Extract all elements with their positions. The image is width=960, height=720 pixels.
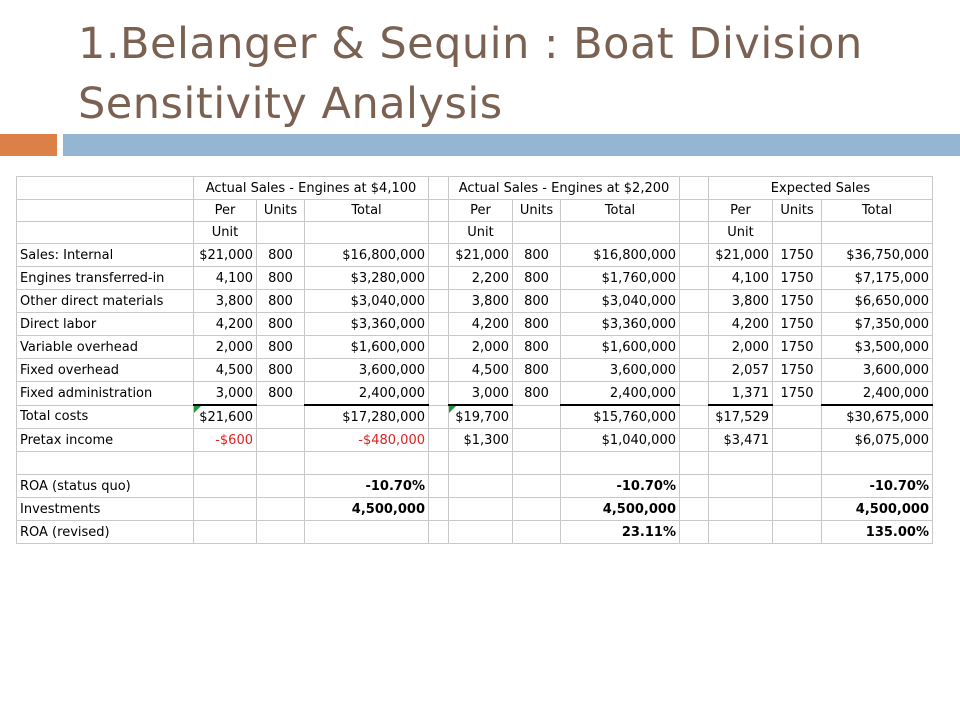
col-header-unit: Unit [194, 222, 257, 244]
spacer-cell [429, 244, 449, 267]
summary-total-cell: 4,500,000 [305, 498, 429, 521]
per-unit-cell: 3,000 [194, 382, 257, 406]
per-unit-cell: $21,600 [194, 405, 257, 429]
row-label: Sales: Internal [17, 244, 194, 267]
units-cell: 800 [257, 359, 305, 382]
per-unit-cell: 1,371 [709, 382, 773, 406]
table-row [17, 290, 933, 313]
col-header-units: Units [773, 200, 822, 222]
spacer-cell [680, 359, 709, 382]
total-cell: 2,400,000 [561, 382, 680, 406]
per-unit-cell: $21,000 [449, 244, 513, 267]
total-cell: $1,760,000 [561, 267, 680, 290]
total-cell: $1,600,000 [561, 336, 680, 359]
units-cell: 800 [257, 336, 305, 359]
summary-row [17, 498, 933, 521]
units-cell: 1750 [773, 382, 822, 406]
units-cell [257, 429, 305, 452]
per-unit-cell: 4,500 [449, 359, 513, 382]
summary-row [17, 475, 933, 498]
total-cell: $6,650,000 [822, 290, 933, 313]
total-cell: -$480,000 [305, 429, 429, 452]
spacer-cell [680, 267, 709, 290]
col-header-total: Total [822, 200, 933, 222]
summary-total-cell: 135.00% [822, 521, 933, 544]
summary-total-cell: -10.70% [561, 475, 680, 498]
slide-title-line1: 1.Belanger & Sequin : Boat Division [78, 19, 863, 69]
units-cell: 800 [513, 290, 561, 313]
row-label: Pretax income [17, 429, 194, 452]
units-cell [773, 429, 822, 452]
units-cell [513, 405, 561, 429]
units-cell: 800 [257, 290, 305, 313]
summary-row [17, 521, 933, 544]
units-cell: 800 [513, 267, 561, 290]
summary-total-cell: 4,500,000 [822, 498, 933, 521]
table-row [17, 244, 933, 267]
per-unit-cell: 4,200 [194, 313, 257, 336]
total-cell: 3,600,000 [561, 359, 680, 382]
units-cell: 800 [513, 382, 561, 406]
spacer-cell [680, 429, 709, 452]
units-cell: 800 [513, 313, 561, 336]
row-label: Direct labor [17, 313, 194, 336]
total-cell: $36,750,000 [822, 244, 933, 267]
per-unit-cell: 2,057 [709, 359, 773, 382]
units-cell: 800 [257, 382, 305, 406]
total-cell: 3,600,000 [305, 359, 429, 382]
total-cell: $3,280,000 [305, 267, 429, 290]
accent-bar-orange [0, 134, 57, 156]
table-row [17, 429, 933, 452]
units-cell: 800 [513, 336, 561, 359]
spacer-cell [680, 313, 709, 336]
table-row [17, 359, 933, 382]
slide-title-line2: Sensitivity Analysis [78, 79, 503, 129]
per-unit-cell: $21,000 [709, 244, 773, 267]
per-unit-cell: 4,100 [709, 267, 773, 290]
col-header-unit: Unit [449, 222, 513, 244]
group-header-expected: Expected Sales [709, 177, 933, 200]
row-label: Total costs [17, 405, 194, 429]
units-cell [773, 405, 822, 429]
total-cell: $6,075,000 [822, 429, 933, 452]
spacer-cell [680, 405, 709, 429]
per-unit-cell: 4,500 [194, 359, 257, 382]
per-unit-cell: $17,529 [709, 405, 773, 429]
per-unit-cell: 4,200 [449, 313, 513, 336]
total-cell: $3,040,000 [305, 290, 429, 313]
summary-total-cell: -10.70% [822, 475, 933, 498]
table-row [17, 336, 933, 359]
summary-label: ROA (status quo) [17, 475, 194, 498]
units-cell: 1750 [773, 313, 822, 336]
group-header-actual-4100: Actual Sales - Engines at $4,100 [194, 177, 429, 200]
spacer-cell [429, 405, 449, 429]
per-unit-cell: 2,200 [449, 267, 513, 290]
col-header-unit: Unit [709, 222, 773, 244]
units-cell: 800 [513, 359, 561, 382]
group-header-actual-2200: Actual Sales - Engines at $2,200 [449, 177, 680, 200]
accent-bar-blue [63, 134, 960, 156]
summary-total-cell [305, 521, 429, 544]
units-cell: 1750 [773, 244, 822, 267]
spacer-cell [429, 267, 449, 290]
spacer-cell [680, 290, 709, 313]
total-cell: $3,040,000 [561, 290, 680, 313]
per-unit-cell: $19,700 [449, 405, 513, 429]
units-cell: 1750 [773, 336, 822, 359]
row-label: Engines transferred-in [17, 267, 194, 290]
total-cell: $16,800,000 [561, 244, 680, 267]
table-row [17, 313, 933, 336]
col-header-units: Units [257, 200, 305, 222]
units-cell: 1750 [773, 359, 822, 382]
summary-label: ROA (revised) [17, 521, 194, 544]
total-cell: $16,800,000 [305, 244, 429, 267]
corner-cell [17, 177, 194, 200]
col-header-total: Total [561, 200, 680, 222]
spacer-cell [680, 244, 709, 267]
row-label: Other direct materials [17, 290, 194, 313]
spacer-cell [429, 313, 449, 336]
total-cell: 2,400,000 [822, 382, 933, 406]
total-cell: $3,360,000 [561, 313, 680, 336]
per-unit-cell: 4,200 [709, 313, 773, 336]
table-row [17, 382, 933, 406]
per-unit-cell: 2,000 [709, 336, 773, 359]
col-header-per: Per [194, 200, 257, 222]
units-cell: 800 [257, 267, 305, 290]
total-cell: $30,675,000 [822, 405, 933, 429]
spacer-cell [429, 290, 449, 313]
col-header-total: Total [305, 200, 429, 222]
per-unit-cell: 3,000 [449, 382, 513, 406]
units-cell: 800 [513, 244, 561, 267]
col-header-per: Per [449, 200, 513, 222]
summary-total-cell: -10.70% [305, 475, 429, 498]
per-unit-cell: 3,800 [449, 290, 513, 313]
units-cell: 800 [257, 244, 305, 267]
row-label: Variable overhead [17, 336, 194, 359]
summary-label: Investments [17, 498, 194, 521]
summary-total-cell: 4,500,000 [561, 498, 680, 521]
total-cell: $17,280,000 [305, 405, 429, 429]
per-unit-cell: $21,000 [194, 244, 257, 267]
total-cell: 3,600,000 [822, 359, 933, 382]
row-label: Fixed overhead [17, 359, 194, 382]
sensitivity-table [16, 176, 933, 544]
per-unit-cell: 4,100 [194, 267, 257, 290]
per-unit-cell: -$600 [194, 429, 257, 452]
units-cell: 1750 [773, 290, 822, 313]
per-unit-cell: $3,471 [709, 429, 773, 452]
per-unit-cell: 2,000 [194, 336, 257, 359]
units-cell [257, 405, 305, 429]
spacer-cell [680, 336, 709, 359]
total-cell: $3,360,000 [305, 313, 429, 336]
per-unit-cell: 3,800 [709, 290, 773, 313]
spacer-cell [429, 336, 449, 359]
total-cell: $1,600,000 [305, 336, 429, 359]
total-cell: 2,400,000 [305, 382, 429, 406]
total-cell: $7,175,000 [822, 267, 933, 290]
units-cell [513, 429, 561, 452]
total-cell: $1,040,000 [561, 429, 680, 452]
spacer-cell [429, 359, 449, 382]
spacer-cell [429, 382, 449, 406]
blank-row [17, 452, 933, 475]
row-label: Fixed administration [17, 382, 194, 406]
col-header-units: Units [513, 200, 561, 222]
slide-title [78, 14, 938, 134]
units-cell: 1750 [773, 267, 822, 290]
per-unit-cell: $1,300 [449, 429, 513, 452]
per-unit-cell: 2,000 [449, 336, 513, 359]
table-row [17, 267, 933, 290]
per-unit-cell: 3,800 [194, 290, 257, 313]
total-cell: $15,760,000 [561, 405, 680, 429]
summary-total-cell: 23.11% [561, 521, 680, 544]
col-header-per: Per [709, 200, 773, 222]
table-row [17, 405, 933, 429]
total-cell: $7,350,000 [822, 313, 933, 336]
spacer-cell [429, 429, 449, 452]
total-cell: $3,500,000 [822, 336, 933, 359]
spacer-cell [680, 382, 709, 406]
units-cell: 800 [257, 313, 305, 336]
